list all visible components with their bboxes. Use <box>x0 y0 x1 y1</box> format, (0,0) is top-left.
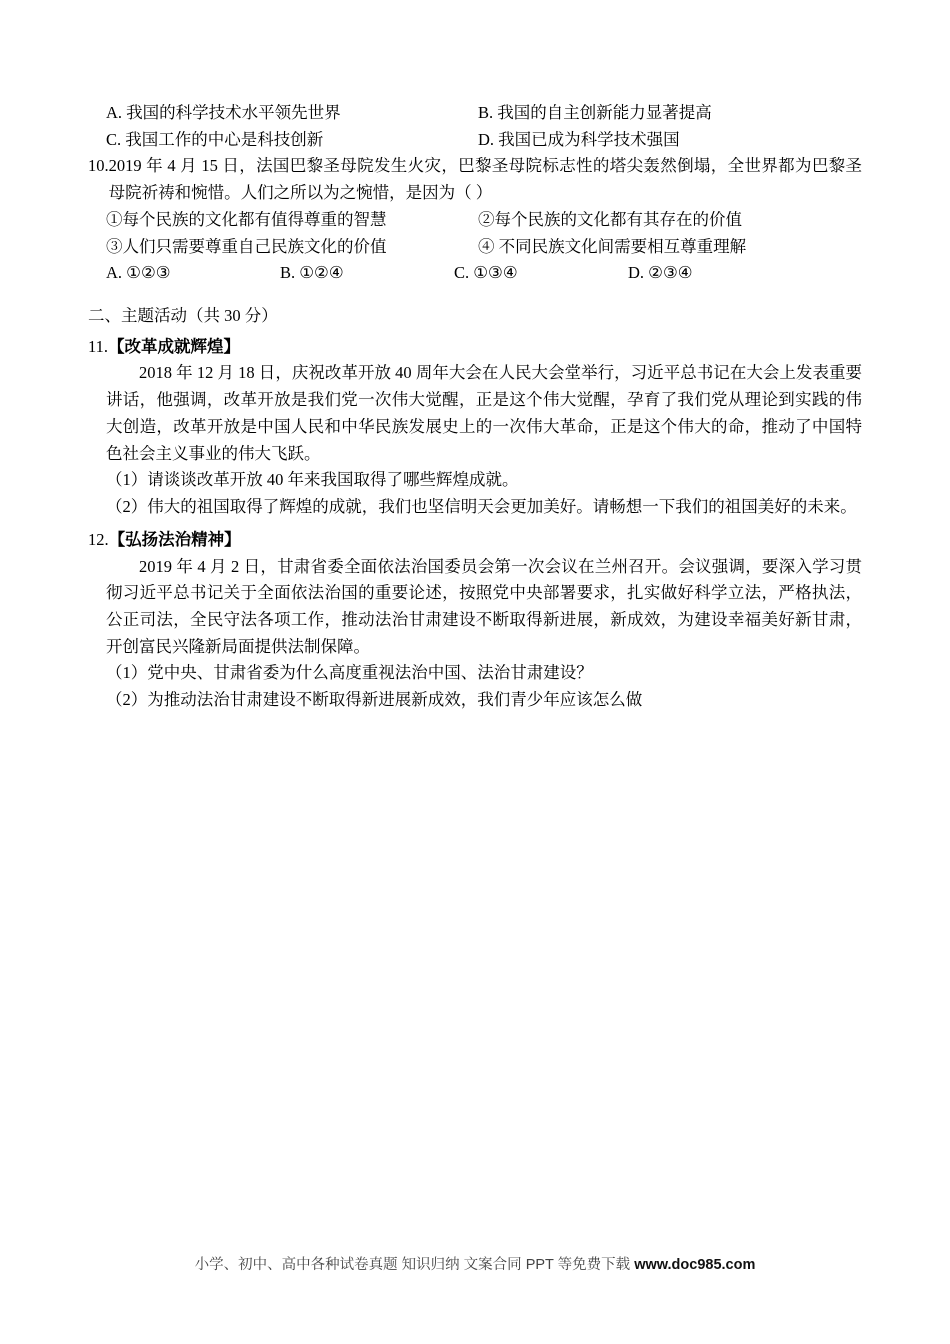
document-body <box>88 100 862 714</box>
question-12-sub-2: （2）为推动法治甘肃建设不断取得新进展新成效，我们青少年应该怎么做 <box>106 690 643 710</box>
q10-choice-c: C. ①③④ <box>454 263 518 283</box>
q10-statement-3: ③人们只需要尊重自己民族文化的价值 <box>106 236 387 256</box>
question-11-sub-1: （1）请谈谈改革开放 40 年来我国取得了哪些辉煌成就。 <box>106 470 519 490</box>
q10-choice-b: B. ①②④ <box>280 263 344 283</box>
question-12-paragraph: 2019 年 4 月 2 日，甘肃省委全面依法治国委员会第一次会议在兰州召开。会议强调，要深入学习贯彻习近平总书记关于全面依法治国的重要论述，按照党中央部署要求，扎实做好科学立法，严格执法，公正司法，全民守法各项工作，推动法治甘肃建设不断取得新进展，新成效，为建设幸福美好新甘肃，开创富民兴隆新局面提供法制保障。 <box>106 556 862 656</box>
question-11-title: 【改革成就辉煌】 <box>108 336 241 356</box>
q10-choices <box>88 260 862 287</box>
q9-options-row-2 <box>88 127 862 154</box>
question-12-title: 【弘扬法治精神】 <box>108 529 241 549</box>
question-10 <box>88 153 862 206</box>
question-11-paragraph: 2018 年 12 月 18 日，庆祝改革开放 40 周年大会在人民大会堂举行，习近平总书记在大会上发表重要讲话，他强调，改革开放是我们党一次伟大觉醒，正是这个伟大觉醒，孕育了我们党从理论到实践的伟大创造，改革开放是中国人民和中华民族发展史上的一次伟大革命，正是这个伟大的命，推动了中国特色社会主义事业的伟大飞跃。 <box>106 363 862 463</box>
footer-text: 小学、初中、高中各种试卷真题 知识归纳 文案合同 PPT 等免费下载 <box>194 1257 631 1273</box>
q9-options-row-1 <box>88 100 862 127</box>
question-12-number: 12. <box>88 529 109 549</box>
q10-statement-1: ①每个民族的文化都有值得尊重的智慧 <box>106 209 387 229</box>
q9-option-b: B. 我国的自主创新能力显著提高 <box>478 103 712 122</box>
q10-statements-row-1 <box>88 207 862 234</box>
q10-choice-d: D. ②③④ <box>628 263 693 283</box>
section-2-title: 二、主题活动（共 30 分） <box>88 306 278 326</box>
question-12-sub-1: （1）党中央、甘肃省委为什么高度重视法治中国、法治甘肃建设？ <box>106 663 593 683</box>
q10-choice-a: A. ①②③ <box>106 263 171 283</box>
page-footer <box>0 1253 950 1274</box>
spacer <box>88 287 862 303</box>
q10-statements-row-2 <box>88 234 862 261</box>
q9-option-d: D. 我国已成为科学技术强国 <box>478 129 680 149</box>
q9-option-a: A. 我国的科学技术水平领先世界 <box>106 103 341 122</box>
q10-statement-2: ②每个民族的文化都有其存在的价值 <box>478 209 742 229</box>
question-11-heading <box>88 334 862 361</box>
question-10-number: 10. <box>88 156 109 176</box>
question-11-number: 11. <box>88 336 109 356</box>
question-11-sub-2: （2）伟大的祖国取得了辉煌的成就，我们也坚信明天会更加美好。请畅想一下我们的祖国美好的未来。 <box>106 497 857 517</box>
footer-brand: www.doc985.com <box>634 1257 756 1273</box>
q9-option-c: C. 我国工作的中心是科技创新 <box>106 129 324 149</box>
q10-statement-4: ④ 不同民族文化间需要相互尊重理解 <box>478 236 747 256</box>
question-12-heading <box>88 527 862 554</box>
question-10-stem: 2019 年 4 月 15 日，法国巴黎圣母院发生火灾，巴黎圣母院标志性的塔尖轰然倒塌，全世界都为巴黎圣母院祈祷和惋惜。人们之所以为之惋惜，是因为（ ） <box>108 156 862 203</box>
